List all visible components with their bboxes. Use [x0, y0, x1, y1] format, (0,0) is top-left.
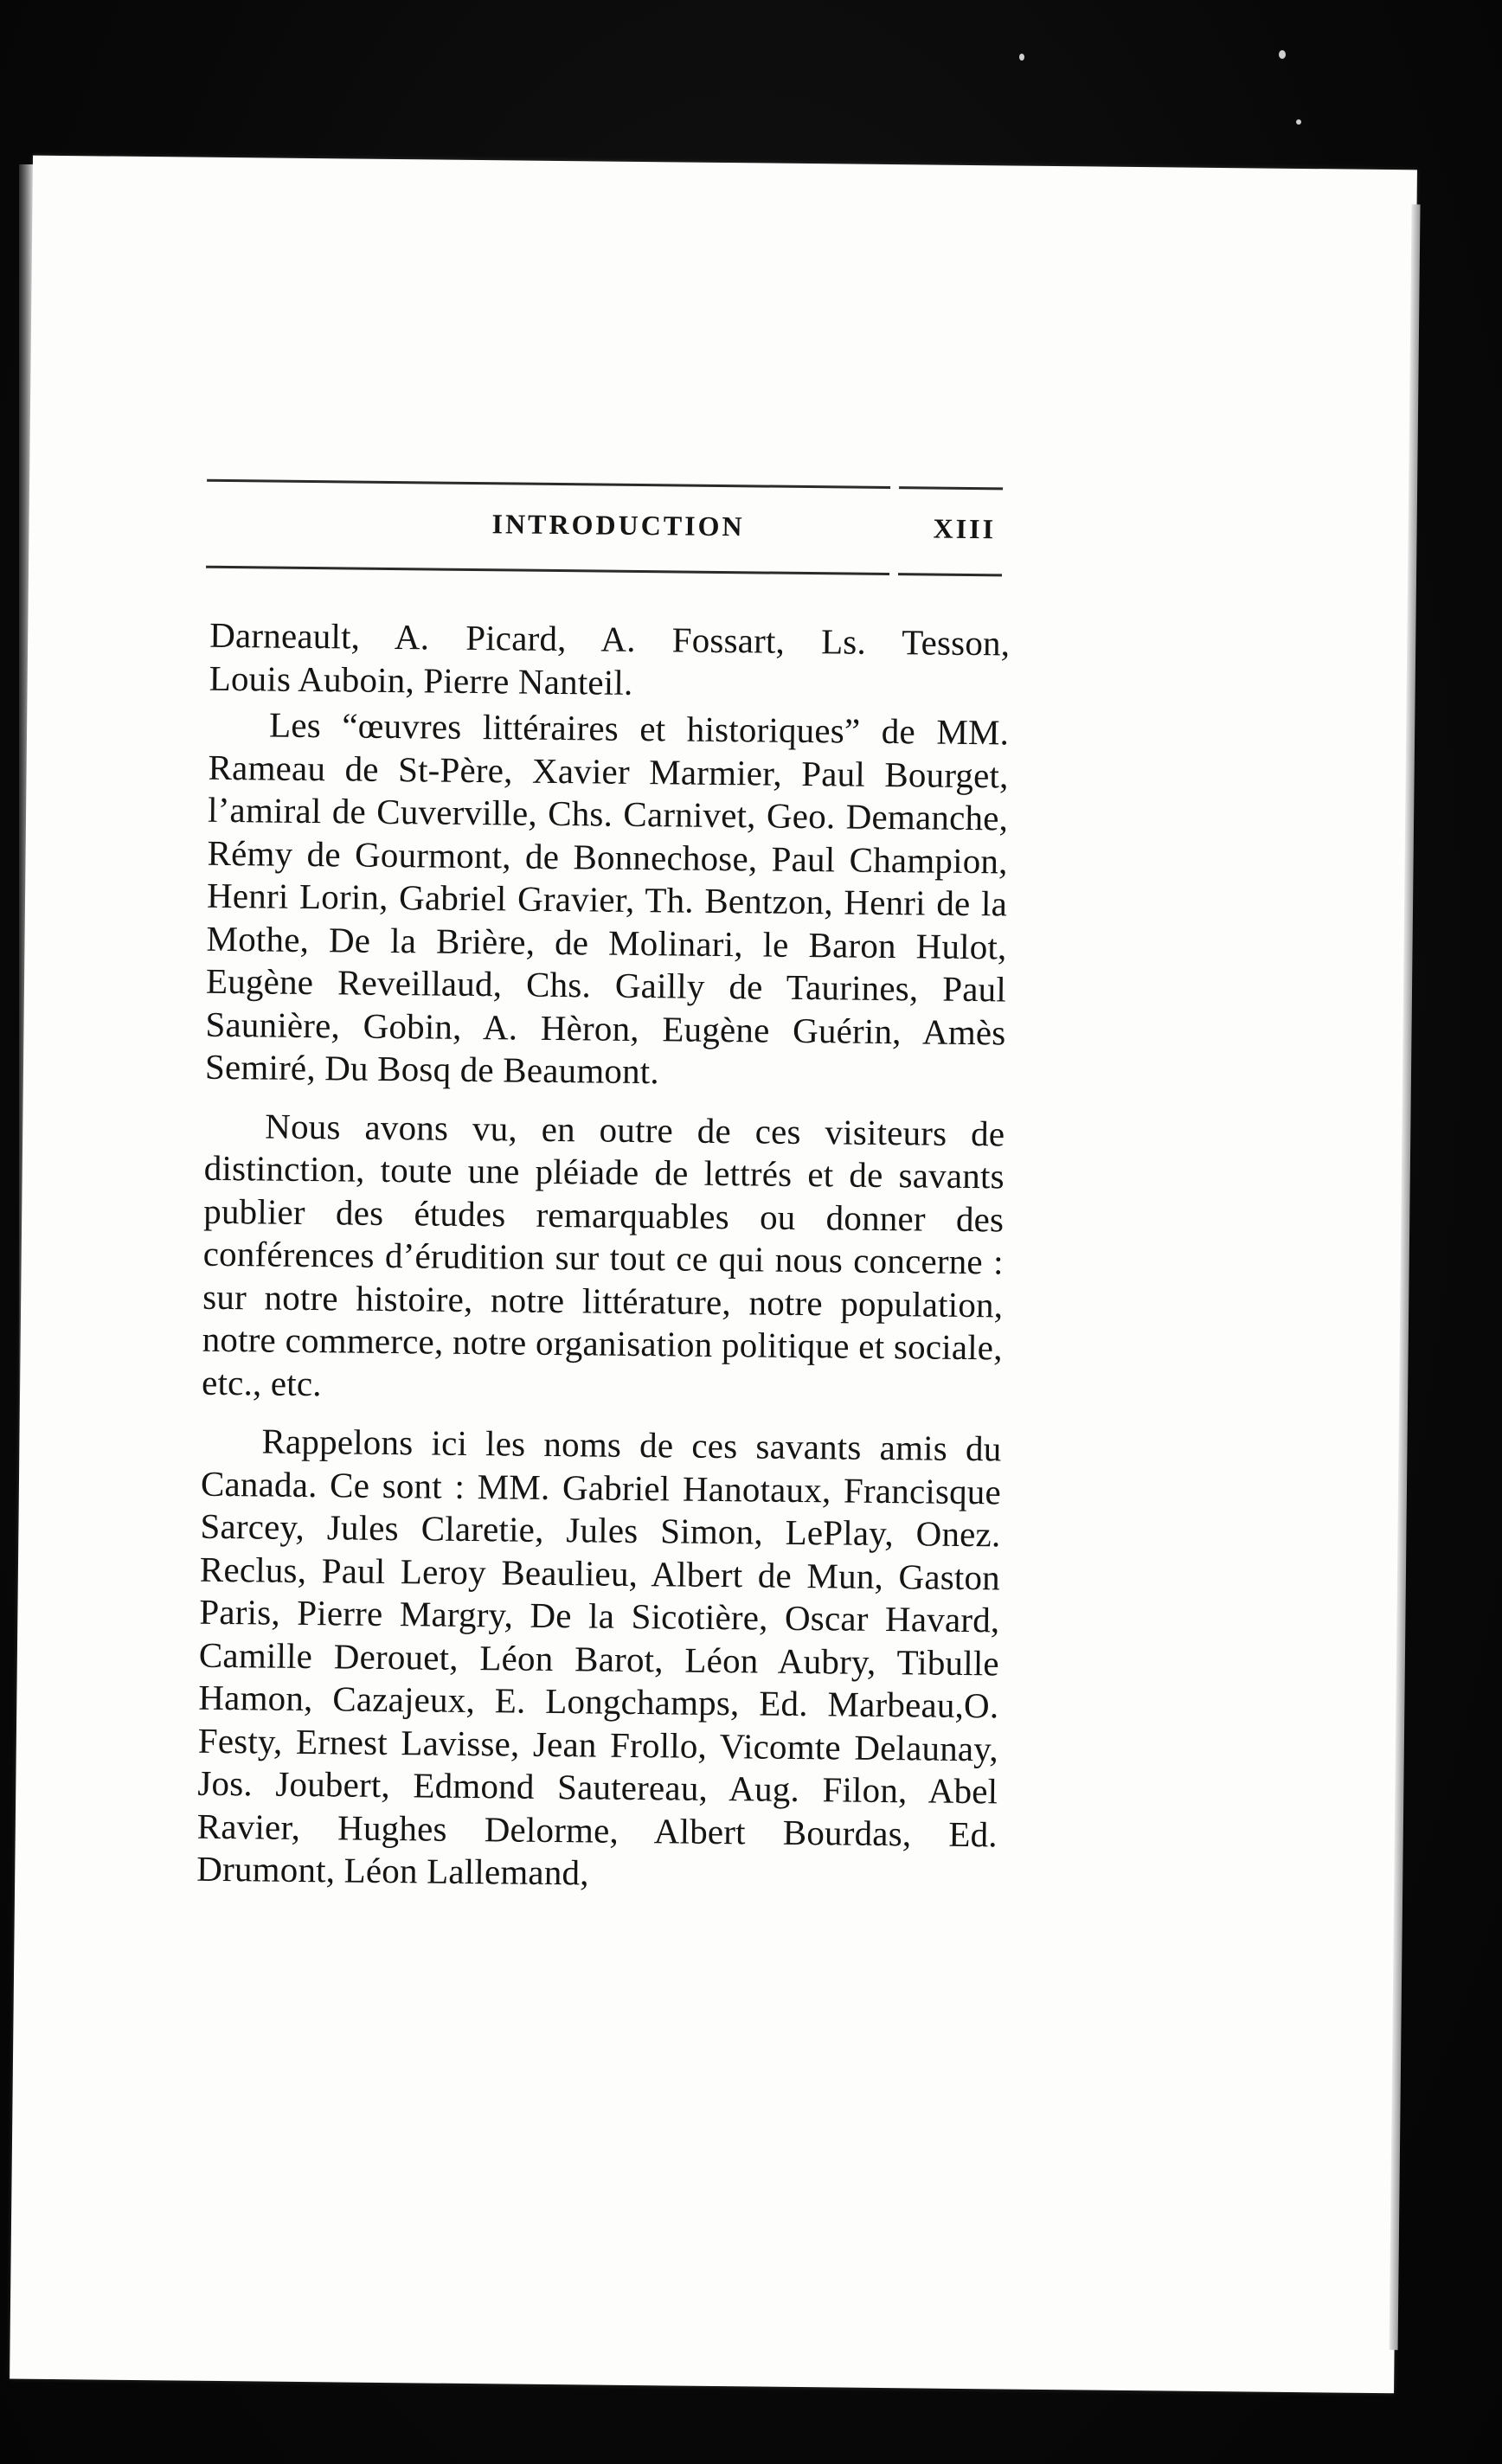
body-text: [196, 614, 1010, 1899]
running-head-title: INTRODUCTION: [491, 508, 745, 542]
dust-speck: [1279, 50, 1286, 59]
running-head: [206, 479, 1072, 600]
paragraph-visiteurs: Nous avons vu, en outre de ces visiteurs de distinction, toute une pléiade de lettrés et de savants publier des études remarquables ou donner des conférences d’érudition sur tout ce qui nous concerne : sur notre histoire, notre littérature, notre population, notre commerce, notre organisation politique et sociale, etc., etc.: [201, 1105, 1005, 1403]
book-page: [10, 156, 1417, 2394]
dust-speck: [1019, 54, 1024, 61]
header-rule-bottom: [206, 566, 889, 575]
page-number: XIII: [933, 512, 997, 545]
header-rule-top-end: [899, 486, 1003, 490]
line: Louis Auboin, Pierre Nanteil.: [209, 658, 633, 703]
paragraph-savants: Rappelons ici les noms de ces savants amis du Canada. Ce sont : MM. Gabriel Hanotaux, Francisque Sarcey, Jules Claretie, Jules Simon, LePlay, Onez. Reclus, Paul Leroy Beaulieu, Albert de Mun, Gaston Paris, Pierre Margry, De la Sicotière, Oscar Havard, Camille Derouet, Léon Barot, Léon Aubry, Tibulle Hamon, Cazajeux, E. Longchamps, Ed. Marbeau,O. Festy, Ernest Lavisse, Jean Frollo, Vicomte Delaunay, Jos. Joubert, Edmond Sautereau, Aug. Filon, Abel Ravier, Hughes Delorme, Albert Bourdas, Ed. Drumont, Léon Lallemand,: [196, 1421, 1002, 1893]
line: Darneault, A. Picard, A. Fossart, Ls. Tesson,: [209, 614, 1011, 664]
header-rule-top: [207, 479, 890, 489]
paragraph-continuation: [209, 614, 1010, 709]
dust-speck: [1296, 119, 1301, 125]
paragraph-oeuvres: Les “œuvres littéraires et historiques” de MM. Rameau de St-Père, Xavier Marmier, Paul Bourget, l’amiral de Cuverville, Chs. Carnivet, Geo. Demanche, Rémy de Gourmont, de Bonnechose, Paul Champion, Henri Lorin, Gabriel Gravier, Th. Bentzon, Henri de la Mothe, De la Brière, de Molinari, le Baron Hulot, Eugène Reveillaud, Chs. Gailly de Taurines, Paul Saunière, Gobin, A. Hèron, Eugène Guérin, Amès Semiré, Du Bosq de Beaumont.: [204, 704, 1010, 1092]
header-rule-bottom-end: [898, 573, 1002, 576]
